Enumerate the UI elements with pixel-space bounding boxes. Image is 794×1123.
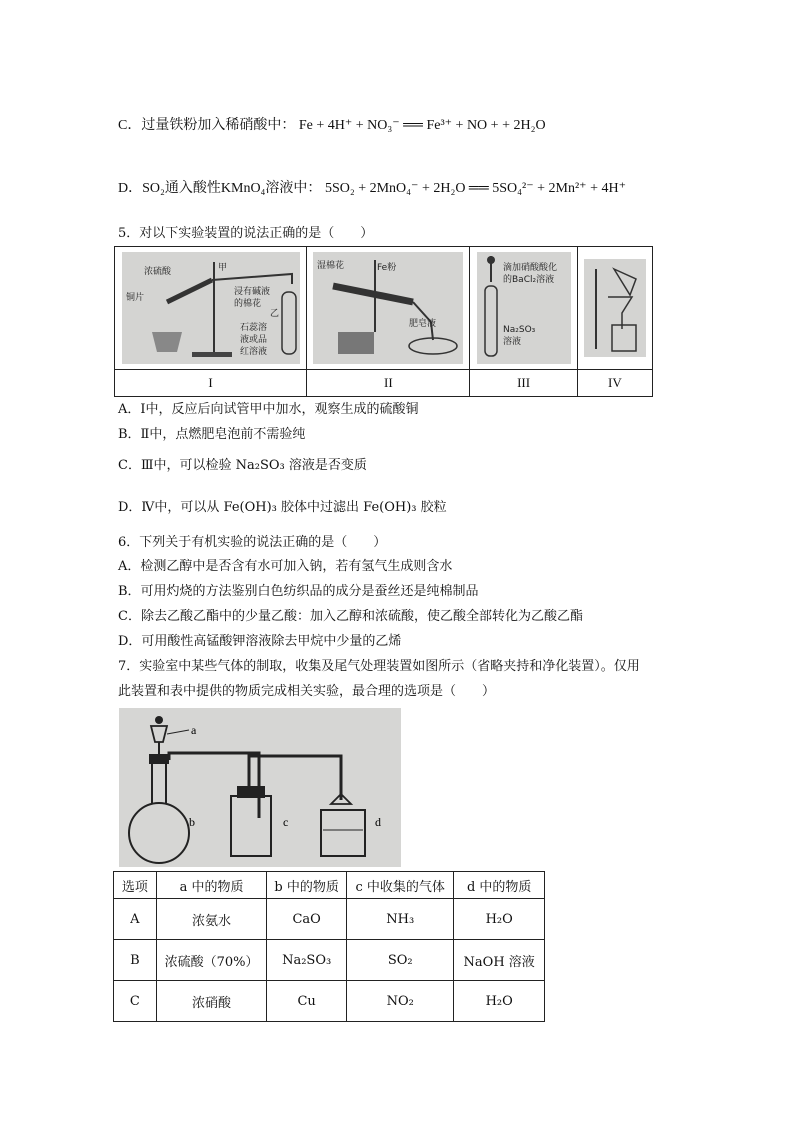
table-cell: A (114, 899, 157, 940)
apparatus-II-text-2: 肥皂液 (409, 319, 437, 329)
table-cell: 浓硫酸（70%） (156, 940, 267, 981)
q7-header-option: 选项 (114, 872, 157, 899)
apparatus-II-label: II (307, 370, 470, 397)
q7-header-c: c 中收集的气体 (347, 872, 454, 899)
table-cell: 浓硝酸 (156, 981, 267, 1022)
apparatus-III-text-0: 滴加硝酸酸化 (502, 263, 557, 273)
apparatus-I-text-7: 液或品 (239, 335, 267, 345)
q4-option-c-prefix: C．过量铁粉加入稀硝酸中： (118, 118, 296, 133)
apparatus-I-text-6: 石蕊溶 (239, 323, 267, 333)
apparatus-II-cell (307, 247, 470, 370)
apparatus-III-text-3: 溶液 (502, 337, 521, 347)
table-cell: 浓氨水 (156, 899, 267, 940)
apparatus-III-text-1: 的BaCl₂溶液 (502, 275, 554, 285)
q7-stem-line1: 7．实验室中某些气体的制取，收集及尾气处理装置如图所示（省略夹持和净化装置）。仅用 (118, 659, 640, 674)
apparatus-I-label: I (115, 370, 307, 397)
q7-options-table (113, 871, 545, 1022)
table-cell: SO₂ (347, 940, 454, 981)
apparatus-IV-cell (577, 247, 652, 370)
q4-option-c (118, 118, 546, 134)
q7-figure-label-d: d (375, 815, 381, 829)
table-cell: CaO (267, 899, 347, 940)
apparatus-II-text-0: 湿棉花 (317, 261, 345, 271)
q7-apparatus-figure (119, 708, 401, 867)
q4-option-d-prefix: D．SO₂通入酸性KMnO₄溶液中： (118, 181, 322, 196)
apparatus-I-text-0: 浓硫酸 (143, 267, 171, 277)
apparatus-I-text-8: 红溶液 (239, 347, 267, 357)
table-row (114, 899, 545, 940)
q4-option-d-equation: 5SO₂ + 2MnO₄⁻ + 2H₂O ══ 5SO₄²⁻ + 2Mn²⁺ + 4H⁺ (324, 181, 626, 196)
q7-figure-label-b: b (189, 815, 195, 829)
q6-option-c: C．除去乙酸乙酯中的少量乙酸：加入乙醇和浓硫酸，使乙酸全部转化为乙酸乙酯 (118, 609, 583, 624)
apparatus-I-text-5: 乙 (269, 309, 279, 319)
apparatus-III-photo (477, 252, 571, 364)
apparatus-III-cell (470, 247, 577, 370)
q6-option-a: A．检测乙醇中是否含有水可加入钠，若有氢气生成则含水 (118, 559, 453, 574)
q7-table-header-row (114, 872, 545, 899)
apparatus-I-photo (122, 252, 300, 364)
table-cell: NO₂ (347, 981, 454, 1022)
apparatus-III-text-2: Na₂SO₃ (502, 325, 535, 335)
table-cell: NaOH 溶液 (454, 940, 545, 981)
q7-header-a: a 中的物质 (156, 872, 267, 899)
q7-header-b: b 中的物质 (267, 872, 347, 899)
q7-stem-line2: 此装置和表中提供的物质完成相关实验，最合理的选项是（ ） (118, 684, 496, 699)
table-cell: Na₂SO₃ (267, 940, 347, 981)
q7-header-d: d 中的物质 (454, 872, 545, 899)
q4-option-c-equation: Fe + 4H⁺ + NO₃⁻ ══ Fe³⁺ + NO + + 2H₂O (298, 118, 546, 133)
q7-figure-label-c: c (283, 815, 289, 829)
apparatus-III-label: III (470, 370, 577, 397)
q5-apparatus-table (114, 246, 653, 397)
table-cell: H₂O (454, 899, 545, 940)
apparatus-IV-photo (584, 259, 646, 357)
q7-figure-label-a: a (191, 723, 197, 737)
q4-option-d (118, 181, 626, 197)
apparatus-II-text-1: Fe粉 (377, 263, 397, 273)
table-cell: B (114, 940, 157, 981)
table-cell: Cu (267, 981, 347, 1022)
q5-option-d: D．Ⅳ中，可以从 Fe(OH)₃ 胶体中过滤出 Fe(OH)₃ 胶粒 (118, 500, 447, 515)
q5-option-a: A．Ⅰ中，反应后向试管甲中加水，观察生成的硫酸铜 (118, 402, 419, 417)
apparatus-I-text-1: 甲 (217, 263, 227, 273)
apparatus-I-text-2: 铜片 (125, 293, 144, 303)
table-cell: C (114, 981, 157, 1022)
q6-option-b: B．可用灼烧的方法鉴别白色纺织品的成分是蚕丝还是纯棉制品 (118, 584, 479, 599)
table-row (114, 981, 545, 1022)
q5-option-c: C．Ⅲ中，可以检验 Na₂SO₃ 溶液是否变质 (118, 458, 367, 473)
q5-stem: 5．对以下实验装置的说法正确的是（ ） (118, 226, 374, 241)
q6-option-d: D．可用酸性高锰酸钾溶液除去甲烷中少量的乙烯 (118, 634, 402, 649)
apparatus-IV-label: IV (577, 370, 652, 397)
q5-option-b: B．Ⅱ中，点燃肥皂泡前不需验纯 (118, 427, 306, 442)
apparatus-I-text-4: 的棉花 (233, 299, 261, 309)
apparatus-II-photo (313, 252, 463, 364)
table-cell: NH₃ (347, 899, 454, 940)
q6-stem: 6．下列关于有机实验的说法正确的是（ ） (118, 535, 387, 550)
table-row (114, 940, 545, 981)
table-cell: H₂O (454, 981, 545, 1022)
apparatus-I-text-3: 浸有碱液 (233, 287, 270, 297)
apparatus-I-cell (115, 247, 307, 370)
